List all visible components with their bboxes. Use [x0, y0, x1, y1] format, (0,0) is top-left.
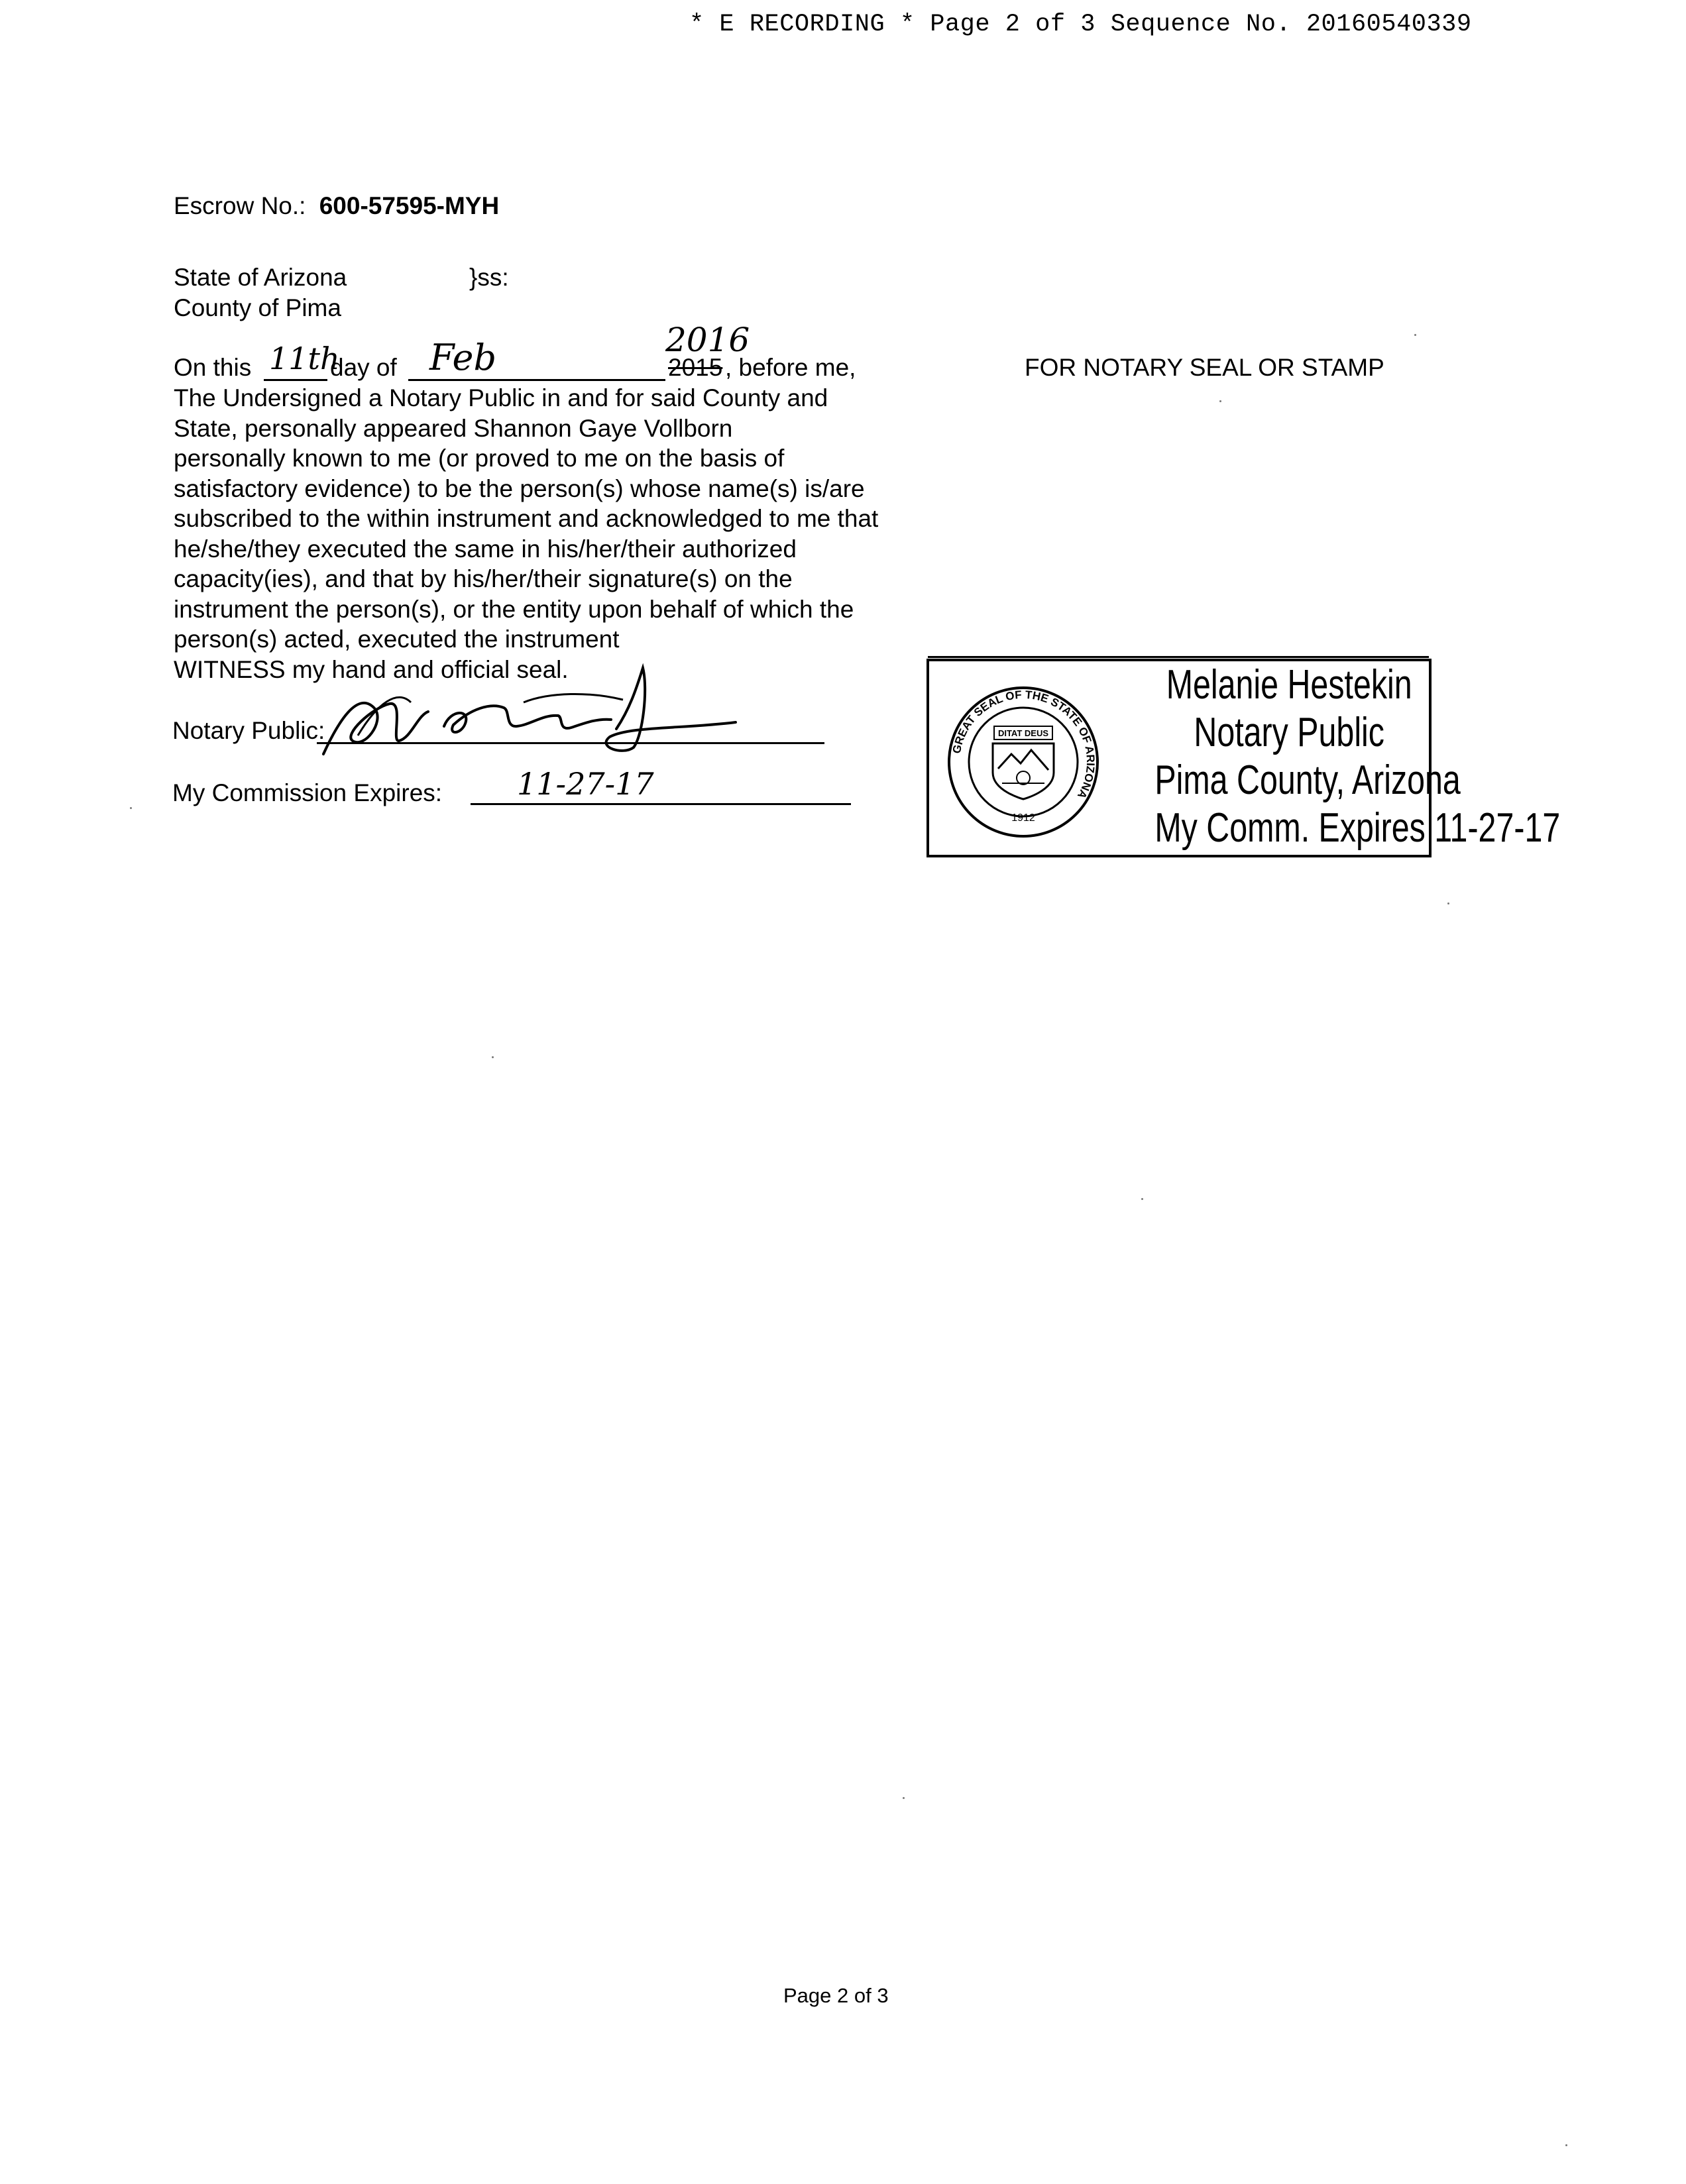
scan-speck — [492, 1056, 494, 1058]
date-line-before-me: , before me, — [725, 354, 856, 381]
commission-underline — [471, 803, 851, 805]
commission-label: My Commission Expires: — [172, 779, 443, 806]
stamp-title: Notary Public — [1194, 710, 1384, 755]
escrow-line — [174, 191, 499, 221]
arizona-seal-icon — [946, 685, 1100, 839]
date-line-day-of: day of — [330, 354, 397, 381]
venue-state: State of Arizona — [174, 264, 347, 291]
ack-line: subscribed to the within instrument and acknowledged to me that — [174, 505, 879, 532]
seal-ring-text: GREAT SEAL OF THE STATE OF ARIZONA — [950, 688, 1097, 801]
scan-speck — [1447, 902, 1449, 904]
stamp-notary-name: Melanie Hestekin — [1166, 662, 1412, 708]
escrow-number: 600-57595-MYH — [319, 192, 500, 219]
scan-speck — [903, 1797, 905, 1799]
witness-line: WITNESS my hand and official seal. — [174, 655, 569, 683]
seal-year: 1912 — [1011, 812, 1035, 824]
ack-line: capacity(ies), and that by his/her/their signature(s) on the — [174, 565, 793, 592]
scan-speck — [1414, 334, 1416, 336]
scan-speck — [1219, 400, 1221, 402]
ack-line: The Undersigned a Notary Public in and for said County and — [174, 384, 828, 411]
page-footer: Page 2 of 3 — [783, 1984, 889, 2007]
printed-year-struck: 2015 — [668, 354, 723, 381]
scan-speck — [1565, 2144, 1567, 2146]
handwritten-day: 11th — [269, 341, 340, 376]
seal-area-heading: FOR NOTARY SEAL OR STAMP — [1025, 354, 1384, 381]
ack-line: instrument the person(s), or the entity upon behalf of which the — [174, 595, 854, 623]
stamp-text-block — [1154, 661, 1561, 852]
ack-line: satisfactory evidence) to be the person(s) whose name(s) is/are — [174, 474, 865, 502]
scan-speck — [1141, 1198, 1143, 1200]
notary-public-label: Notary Public: — [172, 717, 325, 744]
month-underline — [408, 379, 665, 381]
escrow-label: Escrow No.: — [174, 192, 306, 219]
recording-header: * E RECORDING * Page 2 of 3 Sequence No. 20160540339 — [689, 11, 1472, 38]
venue-county: County of Pima — [174, 294, 341, 321]
date-line-on-this: On this — [174, 354, 252, 381]
notary-stamp — [927, 659, 1561, 857]
handwritten-month: Feb — [429, 337, 497, 378]
ack-line: he/she/they executed the same in his/her/their authorized — [174, 535, 797, 563]
ack-line: State, personally appeared Shannon Gaye Vollborn — [174, 414, 733, 442]
acknowledgment-paragraph — [174, 383, 942, 684]
venue-ss: }ss: — [469, 264, 509, 291]
ack-line: personally known to me (or proved to me on the basis of — [174, 445, 785, 472]
handwritten-year: 2016 — [665, 321, 750, 359]
day-underline — [264, 379, 327, 381]
stamp-county: Pima County, Arizona — [1154, 757, 1461, 803]
commission-date-handwritten: 11-27-17 — [517, 766, 654, 802]
notary-signature — [311, 663, 789, 762]
seal-motto: DITAT DEUS — [997, 728, 1049, 738]
stamp-expires: My Comm. Expires 11-27-17 — [1154, 805, 1561, 851]
ack-line: person(s) acted, executed the instrument — [174, 626, 620, 653]
scan-speck — [130, 807, 132, 809]
